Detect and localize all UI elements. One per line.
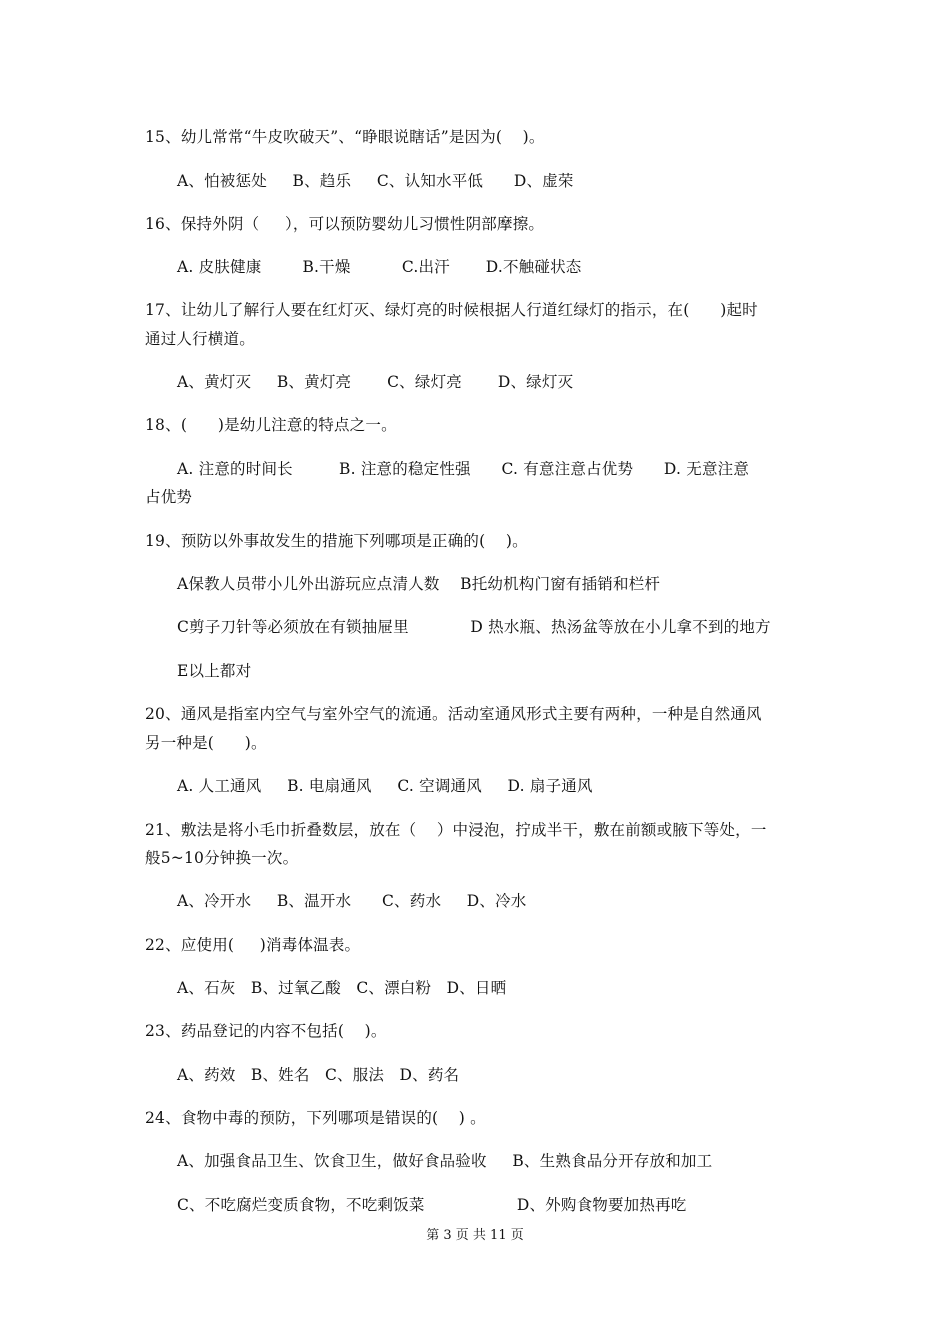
- question-18-options: A. 注意的时间长 B. 注意的稳定性强 C. 有意注意占优势 D. 无意注意: [177, 460, 750, 478]
- question-24: 24、食物中毒的预防，下列哪项是错误的( ) 。: [145, 1109, 486, 1127]
- question-23-options: A、药效 B、姓名 C、服法 D、药名: [177, 1066, 460, 1084]
- question-21-options: A、冷开水 B、温开水 C、药水 D、冷水: [177, 892, 527, 910]
- question-17-options: A、黄灯灭 B、黄灯亮 C、绿灯亮 D、绿灯灭: [177, 373, 574, 391]
- question-16: 16、保持外阴（ ），可以预防婴幼儿习惯性阴部摩擦。: [145, 215, 545, 233]
- question-18-options-continued: 占优势: [145, 488, 193, 506]
- question-22: 22、应使用( )消毒体温表。: [145, 936, 361, 954]
- question-19-options-ab: A保教人员带小儿外出游玩应点清人数 B托幼机构门窗有插销和栏杆: [177, 575, 661, 593]
- page-footer: 第 3 页 共 11 页: [426, 1228, 524, 1243]
- question-20-options: A. 人工通风 B. 电扇通风 C. 空调通风 D. 扇子通风: [177, 777, 593, 795]
- question-21: 21、敷法是将小毛巾折叠数层，放在（ ）中浸泡，拧成半干，敷在前额或腋下等处，一: [145, 821, 767, 839]
- question-17-continued: 通过人行横道。: [145, 330, 255, 348]
- question-17: 17、让幼儿了解行人要在红灯灭、绿灯亮的时候根据人行道红绿灯的指示，在( )起时: [145, 301, 758, 319]
- question-19-options-cd: C剪子刀针等必须放在有锁抽屉里 D 热水瓶、热汤盆等放在小儿拿不到的地方: [177, 618, 771, 636]
- question-19-option-e: E以上都对: [177, 662, 252, 680]
- question-24-options-cd: C、不吃腐烂变质食物，不吃剩饭菜 D、外购食物要加热再吃: [177, 1196, 687, 1214]
- question-23: 23、药品登记的内容不包括( )。: [145, 1022, 387, 1040]
- question-22-options: A、石灰 B、过氧乙酸 C、漂白粉 D、日晒: [177, 979, 507, 997]
- question-20: 20、通风是指室内空气与室外空气的流通。活动室通风形式主要有两种，一种是自然通风: [145, 705, 762, 723]
- question-24-options-ab: A、加强食品卫生、饮食卫生，做好食品验收 B、生熟食品分开存放和加工: [177, 1152, 713, 1170]
- question-16-options: A. 皮肤健康 B.干燥 C.出汗 D.不触碰状态: [177, 258, 582, 276]
- question-15: 15、幼儿常常“牛皮吹破天”、“睁眼说瞎话”是因为( )。: [145, 128, 545, 146]
- question-15-options: A、怕被惩处 B、趋乐 C、认知水平低 D、虚荣: [177, 172, 574, 190]
- question-21-continued: 般5~10分钟换一次。: [145, 849, 299, 867]
- question-20-continued: 另一种是( )。: [145, 734, 267, 752]
- question-19: 19、预防以外事故发生的措施下列哪项是正确的( )。: [145, 532, 528, 550]
- question-18: 18、( )是幼儿注意的特点之一。: [145, 416, 397, 434]
